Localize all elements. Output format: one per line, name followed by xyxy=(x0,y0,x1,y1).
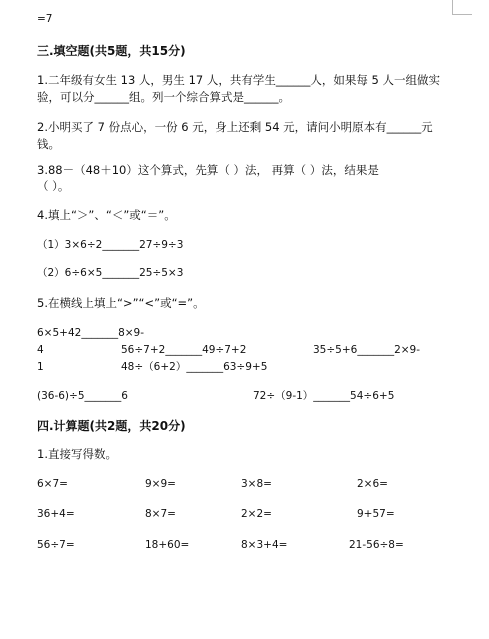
question-1-line-1: 1.二年级有女生 13 人，男生 17 人，共有学生______人，如果每 5 人一组做实 xyxy=(37,73,440,87)
calc-item: 18+60= xyxy=(145,539,190,551)
question-1-line-2: 验，可以分______组。列一个综合算式是______。 xyxy=(37,90,290,104)
page-corner-mark xyxy=(452,0,453,14)
section-4-title: 四.计算题(共2题，共20分) xyxy=(37,419,186,433)
question-5-item: 72÷（9-1）_______54÷6+5 xyxy=(253,390,395,402)
calc-item: 2×6= xyxy=(357,478,388,490)
question-2-line-2: 钱。 xyxy=(37,137,60,151)
question-5-item: (36-6)÷5_______6 xyxy=(37,390,128,402)
question-4-prompt: 4.填上“＞”、“＜”或“＝”。 xyxy=(37,208,176,222)
question-4-item-1: （1）3×6÷2_______27÷9÷3 xyxy=(37,239,184,251)
question-3-line-2: （ ）。 xyxy=(37,179,70,193)
question-5-item: 56÷7+2_______49÷7+2 xyxy=(121,344,247,356)
calc-item: 21-56÷8= xyxy=(349,539,404,551)
top-fragment: =7 xyxy=(37,13,53,25)
question-3-line-1: 3.88－（48＋10）这个算式，先算（ ）法， 再算（ ）法，结果是 xyxy=(37,163,379,177)
page-corner-mark xyxy=(452,14,472,15)
calc-item: 6×7= xyxy=(37,478,68,490)
calc-item: 3×8= xyxy=(241,478,272,490)
question-5-item: 4 xyxy=(37,344,44,356)
question-4-item-2: （2）6÷6×5_______25÷5×3 xyxy=(37,267,184,279)
question-5-prompt: 5.在横线上填上“>”“<”或“=”。 xyxy=(37,296,205,310)
calc-item: 2×2= xyxy=(241,508,272,520)
question-5-item: 48÷（6+2）_______63÷9+5 xyxy=(121,361,268,373)
calc-item: 56÷7= xyxy=(37,539,75,551)
question-5-item: 35÷5+6_______2×9- xyxy=(313,344,421,356)
question-2-line-1: 2.小明买了 7 份点心，一份 6 元，身上还剩 54 元，请问小明原本有______元 xyxy=(37,120,433,134)
question-5-item: 6×5+42_______8×9- xyxy=(37,327,145,339)
question-5-item: 1 xyxy=(37,361,44,373)
calc-item: 9+57= xyxy=(357,508,395,520)
calc-item: 36+4= xyxy=(37,508,75,520)
calc-item: 9×9= xyxy=(145,478,176,490)
section-3-title: 三.填空题(共5题，共15分) xyxy=(37,44,186,58)
calc-item: 8×7= xyxy=(145,508,176,520)
calc-item: 8×3+4= xyxy=(241,539,288,551)
calc-question-1-prompt: 1.直接写得数。 xyxy=(37,447,117,461)
